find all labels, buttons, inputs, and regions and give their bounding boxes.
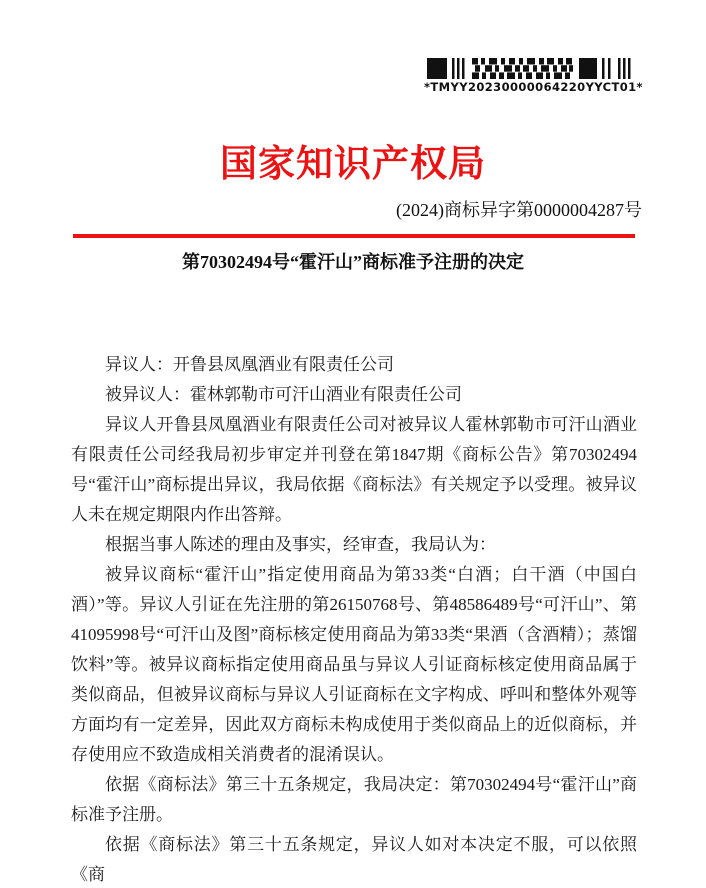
paragraph-opposed-party: 被异议人：霍林郭勒市可汗山酒业有限责任公司	[105, 385, 462, 404]
paragraph-review-lead: 根据当事人陈述的理由及事实，经审查，我局认为：	[105, 535, 496, 554]
paragraph-opponent: 异议人：开鲁县凤凰酒业有限责任公司	[105, 355, 394, 374]
decision-title: 第70302494号“霍汗山”商标准予注册的决定	[182, 252, 524, 272]
doc-number: (2024)商标异字第0000004287号	[396, 200, 642, 220]
barcode-text: *TMYY20230000064220YYCT01*	[424, 80, 643, 94]
paragraph-decision: 依据《商标法》第三十五条规定，我局决定：第70302494号“霍汗山”商标准予注册。	[71, 775, 637, 824]
document-body	[71, 350, 637, 888]
paragraph-analysis: 被异议商标“霍汗山”指定使用商品为第33类“白酒；白干酒（中国白酒）”等。异议人引证在先注册的第26150768号、第48586489号“可汗山”、第41095998号“可汗山及图”商标核定使用商品为第33类“果酒（含酒精）；蒸馏饮料”等。被异议商标指定使用商品虽与异议人引证商标核定使用商品属于类似商品，但被异议商标与异议人引证商标在文字构成、呼叫和整体外观等方面均有一定差异，因此双方商标未构成使用于类似商品上的近似商标，并存使用应不致造成相关消费者的混淆误认。	[71, 565, 637, 764]
red-divider-line	[73, 234, 635, 238]
barcode-icon	[427, 58, 633, 79]
paragraph-case-intro: 异议人开鲁县凤凰酒业有限责任公司对被异议人霍林郭勒市可汗山酒业有限责任公司经我局初步审定并刊登在第1847期《商标公告》第70302494号“霍汗山”商标提出异议，我局依据《商标法》有关规定予以受理。被异议人未在规定期限内作出答辩。	[71, 415, 637, 524]
paragraph-appeal: 依据《商标法》第三十五条规定，异议人如对本决定不服，可以依照《商	[71, 835, 637, 884]
barcode	[424, 58, 643, 94]
agency-title: 国家知识产权局	[220, 144, 486, 185]
